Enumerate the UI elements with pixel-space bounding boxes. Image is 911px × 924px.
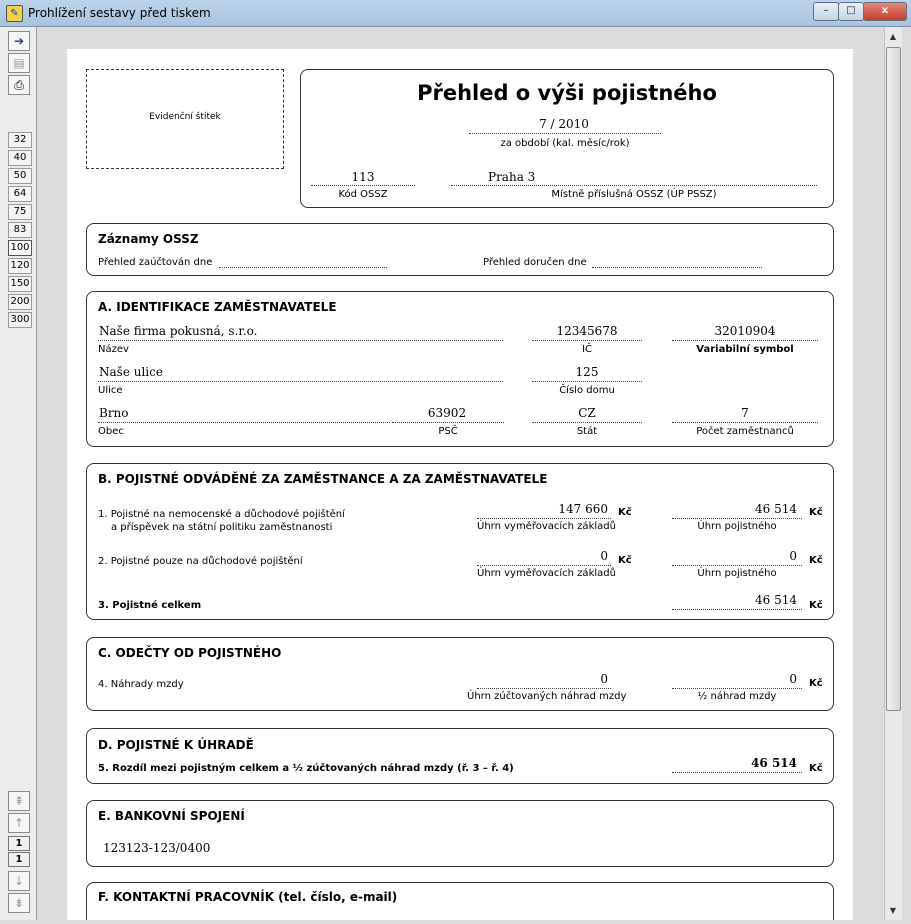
row3-total-line	[672, 609, 802, 610]
section-e-heading: E. BANKOVNÍ SPOJENÍ	[98, 809, 245, 823]
ossz-place-label: Místně příslušná OSSZ (ÚP PSSZ)	[551, 189, 717, 200]
zoom-32[interactable]: 32	[8, 132, 32, 148]
company-name-label: Název	[98, 344, 129, 355]
label-box	[86, 69, 284, 169]
previous-page-icon[interactable]: ↑	[8, 813, 30, 833]
country-line	[532, 422, 642, 423]
close-button[interactable]: x	[863, 2, 907, 21]
street-label: Ulice	[98, 385, 123, 396]
row1-label-line2: a příspěvek na státní politiku zaměstnanosti	[111, 522, 333, 533]
ic-value: 12345678	[556, 324, 618, 338]
employees-label: Počet zaměstnanců	[696, 426, 794, 437]
ossz-code-line	[311, 185, 415, 186]
next-page-icon[interactable]: ↓	[8, 871, 30, 891]
row2-insurance-line	[672, 565, 802, 566]
section-a-frame	[86, 291, 834, 447]
ossz-place-line	[451, 185, 817, 186]
period-line	[469, 133, 661, 134]
window-title: Prohlížení sestavy před tiskem	[28, 6, 211, 20]
ic-line	[532, 340, 642, 341]
scroll-thumb[interactable]	[886, 47, 901, 711]
row2-insurance-label: Úhrn pojistného	[697, 568, 777, 579]
section-d-heading: D. POJISTNÉ K ÚHRADĚ	[98, 738, 254, 752]
house-number-line	[532, 381, 642, 382]
company-name-value: Naše firma pokusná, s.r.o.	[99, 324, 258, 338]
payable-amount-currency: Kč	[809, 763, 823, 774]
variable-symbol-label: Variabilní symbol	[696, 344, 794, 355]
section-f-frame	[86, 882, 834, 920]
total-compensation-label: Úhrn zúčtovaných náhrad mzdy	[467, 691, 627, 702]
total-compensation-line	[477, 688, 611, 689]
variable-symbol-line	[672, 340, 818, 341]
street-line	[98, 381, 503, 382]
page-setup-icon[interactable]: ▤	[8, 53, 30, 73]
maximize-button[interactable]: □	[838, 2, 864, 21]
zoom-75[interactable]: 75	[8, 204, 32, 220]
row3-total-currency: Kč	[809, 600, 823, 611]
section-b-frame	[86, 463, 834, 620]
vertical-scrollbar[interactable]	[884, 27, 902, 920]
row2-insurance-currency: Kč	[809, 555, 823, 566]
ic-label: IČ	[582, 344, 592, 355]
delivered-label: Přehled doručen dne	[483, 257, 587, 268]
print-icon[interactable]: ⎙	[8, 75, 30, 95]
records-heading: Záznamy OSSZ	[98, 232, 199, 246]
last-page-icon[interactable]: ⇟	[8, 893, 30, 913]
row1-label-line1: 1. Pojistné na nemocenské a důchodové pojištění	[98, 509, 345, 520]
title-bar	[0, 0, 911, 27]
first-page-icon[interactable]: ⇞	[8, 791, 30, 811]
city-label: Obec	[98, 426, 124, 437]
section-c-heading: C. ODEČTY OD POJISTNÉHO	[98, 646, 282, 660]
row2-base-value: 0	[600, 549, 608, 563]
bank-account-value: 123123-123/0400	[103, 841, 211, 855]
city-value: Brno	[99, 406, 129, 420]
row2-label: 2. Pojistné pouze na důchodové pojištění	[98, 556, 303, 567]
row2-base-line	[477, 565, 611, 566]
row1-base-value: 147 660	[558, 502, 608, 516]
zoom-100[interactable]: 100	[8, 240, 32, 256]
zoom-50[interactable]: 50	[8, 168, 32, 184]
ossz-place-value: Praha 3	[488, 170, 536, 184]
section-e-frame	[86, 800, 834, 867]
row4-label: 4. Náhrady mzdy	[98, 679, 184, 690]
half-compensation-line	[672, 688, 802, 689]
preview-toolbar	[0, 27, 37, 920]
zoom-64[interactable]: 64	[8, 186, 32, 202]
row1-base-line	[477, 518, 611, 519]
delivered-line	[592, 267, 762, 268]
row2-base-currency: Kč	[618, 555, 632, 566]
country-label: Stát	[576, 426, 598, 437]
ossz-code-label: Kód OSSZ	[338, 189, 388, 200]
zip-label: PSČ	[438, 426, 458, 437]
row1-insurance-line	[672, 518, 802, 519]
preview-viewport	[37, 27, 884, 920]
half-compensation-label: ½ náhrad mzdy	[697, 691, 777, 702]
current-page: 1	[8, 836, 30, 851]
variable-symbol-value: 32010904	[714, 324, 776, 338]
period-value: 7 / 2010	[539, 117, 589, 131]
section-b-heading: B. POJISTNÉ ODVÁDĚNÉ ZA ZAMĚSTNANCE A ZA ZAMĚSTNAVATELE	[98, 472, 548, 486]
city-line	[98, 422, 390, 423]
payable-amount-value: 46 514	[751, 756, 797, 770]
minimize-button[interactable]: –	[813, 2, 839, 21]
zip-line	[392, 422, 504, 423]
period-label: za období (kal. měsíc/rok)	[500, 138, 630, 149]
zoom-120[interactable]: 120	[8, 258, 32, 274]
records-frame	[86, 223, 834, 276]
row3-total-value: 46 514	[755, 593, 797, 607]
row2-insurance-value: 0	[789, 549, 797, 563]
section-c-frame	[86, 637, 834, 711]
scroll-up-icon[interactable]: ▲	[889, 32, 897, 41]
zip-value: 63902	[427, 406, 467, 420]
row1-base-currency: Kč	[618, 507, 632, 518]
ossz-code-value: 113	[351, 170, 375, 184]
section-d-frame	[86, 728, 834, 784]
row2-base-label: Úhrn vyměřovacích základů	[477, 568, 616, 579]
zoom-40[interactable]: 40	[8, 150, 32, 166]
total-pages: 1	[8, 852, 30, 867]
row5-label: 5. Rozdíl mezi pojistným celkem a ½ zúčtovaných náhrad mzdy (ř. 3 – ř. 4)	[98, 763, 514, 774]
row1-insurance-currency: Kč	[809, 507, 823, 518]
employees-value: 7	[741, 406, 749, 420]
report-title: Přehled o výši pojistného	[417, 81, 717, 105]
row1-insurance-label: Úhrn pojistného	[697, 521, 777, 532]
zoom-150[interactable]: 150	[8, 276, 32, 292]
report-page	[67, 49, 853, 920]
section-f-heading: F. KONTAKTNÍ PRACOVNÍK (tel. číslo, e-mail)	[98, 890, 398, 904]
zoom-300[interactable]: 300	[8, 312, 32, 328]
zoom-83[interactable]: 83	[8, 222, 32, 238]
accounted-label: Přehled zaúčtován dne	[98, 257, 213, 268]
payable-amount-line	[672, 772, 802, 773]
label-box-text: Evidenční štítek	[149, 112, 221, 122]
company-name-line	[98, 340, 503, 341]
zoom-200[interactable]: 200	[8, 294, 32, 310]
header-frame	[300, 69, 834, 208]
house-number-label: Číslo domu	[559, 385, 615, 396]
exit-preview-icon[interactable]: ➔	[8, 31, 30, 51]
employees-line	[672, 422, 818, 423]
half-compensation-currency: Kč	[809, 678, 823, 689]
half-compensation-value: 0	[789, 672, 797, 686]
house-number-value: 125	[575, 365, 599, 379]
street-value: Naše ulice	[99, 365, 163, 379]
total-compensation-value: 0	[600, 672, 608, 686]
row1-base-label: Úhrn vyměřovacích základů	[477, 521, 616, 532]
accounted-line	[219, 267, 387, 268]
row3-label: 3. Pojistné celkem	[98, 600, 202, 611]
country-value: CZ	[578, 406, 596, 420]
row1-insurance-value: 46 514	[755, 502, 797, 516]
section-a-heading: A. IDENTIFIKACE ZAMĚSTNAVATELE	[98, 300, 337, 314]
scroll-down-icon[interactable]: ▼	[889, 906, 897, 915]
app-icon: ✎	[6, 5, 23, 22]
